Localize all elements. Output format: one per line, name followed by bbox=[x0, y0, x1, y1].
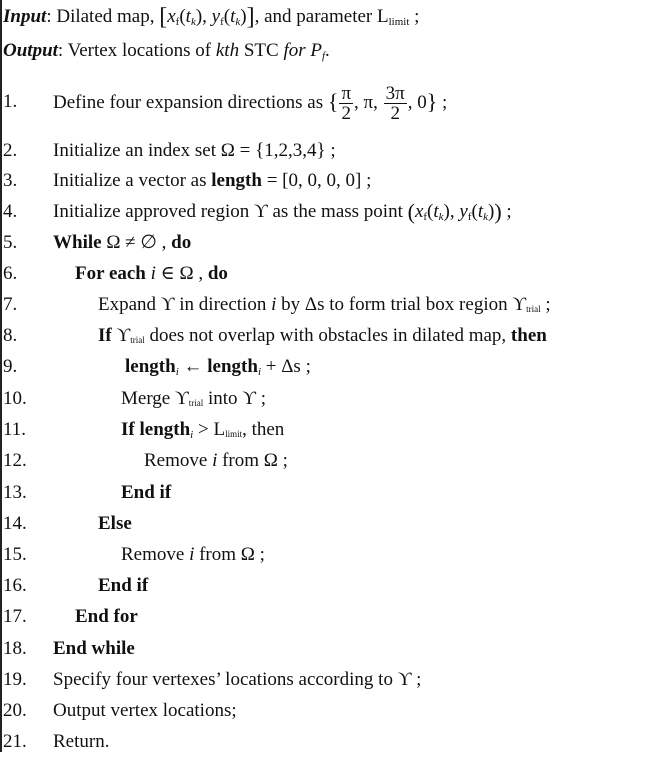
left-margin-rule bbox=[0, 0, 2, 752]
input-label: Input bbox=[3, 6, 47, 27]
output-label: Output bbox=[3, 40, 58, 61]
